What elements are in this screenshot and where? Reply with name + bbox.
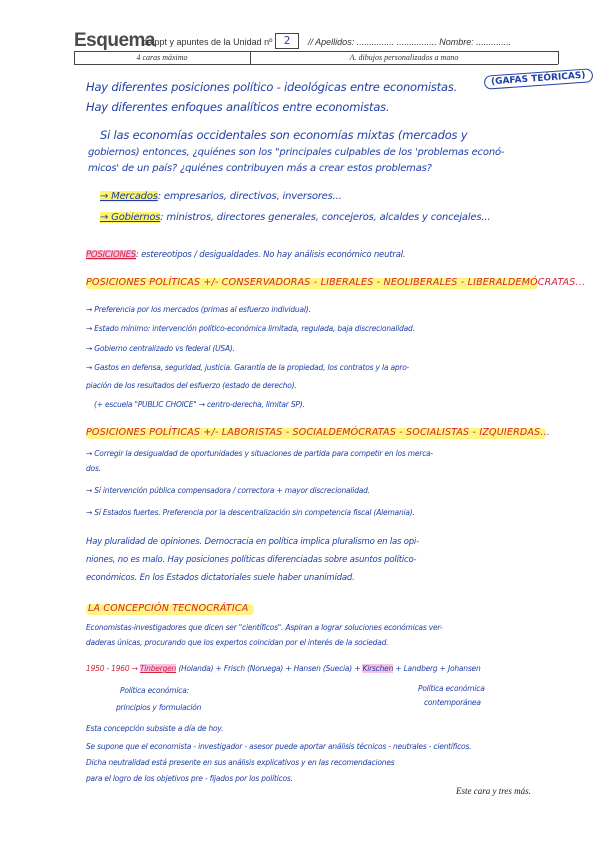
markets-label: → Mercados (100, 191, 158, 202)
kirschen-name: Kirschen (362, 664, 394, 673)
liberal-point: → Estado mínimo: intervención político-económica limitada, regulada, baja discrecionalidad. (86, 324, 415, 333)
page-limit-note: 4 caras máximo (136, 53, 188, 62)
positions-note (86, 250, 405, 260)
liberal-heading: POSICIONES POLÍTICAS +/- CONSERVADORAS - LIBERALES - NEOLIBERALES - LIBERALDEMÓCRATAS... (86, 277, 586, 288)
intro-line: Hay diferentes posiciones político - ideológicas entre economistas. (86, 80, 458, 94)
technocratic-line: para el logro de los objetivos pre - fijados por los políticos. (86, 774, 293, 783)
kirschen-work: contemporánea (424, 698, 481, 707)
drawing-instruction-note: A. dibujos personalizados a mano (349, 53, 459, 62)
technocratic-heading: LA CONCEPCIÓN TECNOCRÁTICA (88, 603, 249, 614)
governments-label: → Gobiernos (100, 212, 161, 223)
timeline-period: 1950 - 1960 → (86, 664, 138, 673)
laborist-point: dos. (86, 464, 101, 473)
intro-line: micos' de un país? ¿quiénes contribuyen más a crear estos problemas? (88, 163, 432, 174)
liberal-point: piación de los resultados del esfuerzo (estado de derecho). (86, 381, 297, 390)
positions-text: : estereotipos / desigualdades. No hay análisis económico neutral. (135, 250, 406, 260)
liberal-point: → Gobierno centralizado vs federal (USA). (86, 344, 235, 353)
intro-line: gobiernos) entonces, ¿quiénes son los "principales culpables de los 'problemas econó- (88, 147, 505, 158)
worksheet-subtitle: de ppt y apuntes de la Unidad nº (142, 37, 273, 47)
markets-item (100, 191, 342, 202)
laborist-point: → Sí intervención pública compensadora / correctora + mayor discrecionalidad. (86, 486, 370, 495)
tinbergen-work: principios y formulación (116, 703, 202, 712)
timeline-economists: (Holanda) + Frisch (Noruega) + Hansen (Suecia) + (178, 664, 361, 673)
liberal-point: → Preferencia por los mercados (primas al esfuerzo individual). (86, 305, 311, 314)
header-rule-bottom (74, 64, 558, 65)
technocratic-line: Dicha neutralidad está presente en sus análisis explicativos y en las recomendaciones (86, 758, 395, 767)
tinbergen-name: Tinbergen (139, 664, 177, 673)
unit-number-box: 2 (275, 33, 299, 49)
markets-text: : empresarios, directivos, inversores... (157, 191, 342, 202)
tinbergen-work: Política económica: (120, 686, 189, 695)
intro-line: Si las economías occidentales son economías mixtas (mercados y (100, 128, 468, 142)
page-footer-note: Este cara y tres más. (456, 786, 531, 796)
header-cell-border (558, 51, 559, 64)
kirschen-work: Política económica (418, 684, 485, 693)
laborist-point: → Corregir la desigualdad de oportunidades y situaciones de partida para competir en los merca- (86, 449, 434, 458)
technocratic-line: Economistas-investigadores que dicen ser "científicos". Aspiran a lograr soluciones económicas ver- (86, 623, 443, 632)
governments-item (100, 212, 490, 223)
worksheet-title: Esquema (74, 30, 155, 51)
liberal-point: (+ escuela "PUBLIC CHOICE" → centro-derecha, limitar SP). (94, 400, 305, 409)
technocratic-line: Esta concepción subsiste a día de hoy. (86, 724, 224, 733)
technocratic-line: daderas únicas, procurando que los expertos coincidan por el interés de la sociedad. (86, 638, 389, 647)
student-name-fields: // Apellidos: ............... ................ Nombre: .............. (308, 37, 512, 47)
theoretical-lenses-tag: (GAFAS TEÓRICAS) (484, 68, 593, 90)
intro-line: Hay diferentes enfoques analíticos entre economistas. (86, 100, 390, 114)
header-rule-top (74, 51, 558, 52)
laborist-heading: POSICIONES POLÍTICAS +/- LABORISTAS - SOCIALDEMÓCRATAS - SOCIALISTAS - IZQUIERDAS... (86, 427, 550, 438)
liberal-point: → Gastos en defensa, seguridad, justicia. Garantía de la propiedad, los contratos y la apro- (86, 363, 410, 372)
timeline-economists-rest: + Landberg + Johansen (395, 664, 481, 673)
positions-label: POSICIONES (86, 250, 136, 260)
technocratic-timeline (86, 664, 481, 673)
laborist-point: → Sí Estados fuertes. Preferencia por la descentralización sin competencia fiscal (Alemania). (86, 508, 415, 517)
plurality-line: económicos. En los Estados dictatoriales suele haber unanimidad. (86, 573, 355, 583)
plurality-line: niones, no es malo. Hay posiciones políticas diferenciadas sobre asuntos político- (86, 555, 417, 565)
plurality-line: Hay pluralidad de opiniones. Democracia en política implica pluralismo en las opi- (86, 537, 419, 547)
governments-text: : ministros, directores generales, concejeros, alcaldes y concejales... (160, 212, 491, 223)
technocratic-line: Se supone que el economista - investigador - asesor puede aportar análisis técnicos - neutrales - científicos. (86, 742, 472, 751)
